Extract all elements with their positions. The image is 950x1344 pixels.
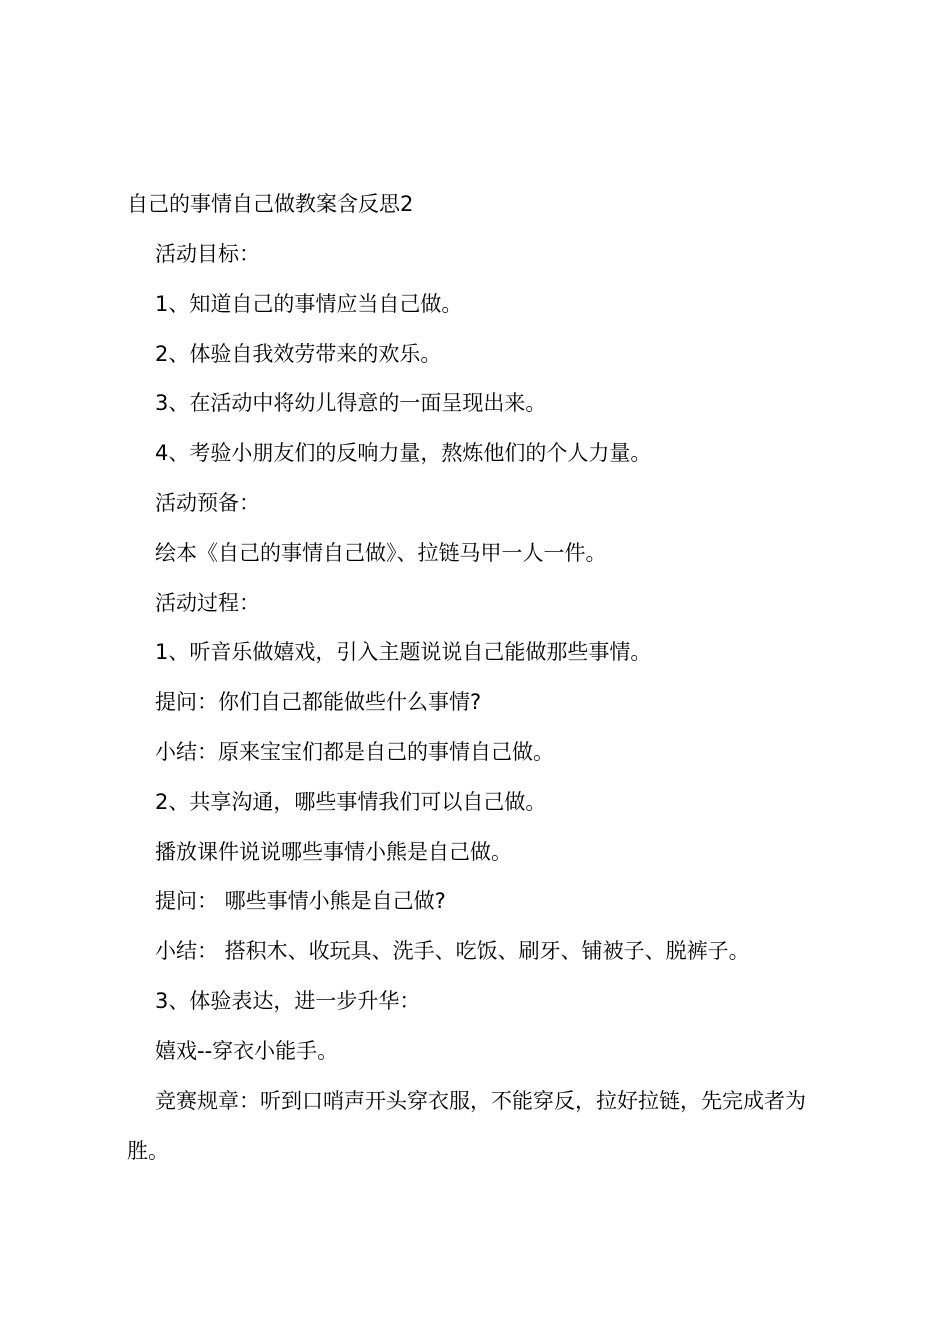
heading-activity-goals: 活动目标： (155, 242, 260, 266)
goal-item-3: 3、在活动中将幼儿得意的一面呈现出来。 (155, 391, 547, 416)
heading-activity-preparation: 活动预备： (155, 490, 260, 515)
competition-rules: 竞赛规章：听到口哨声开头穿衣服，不能穿反，拉好拉链，先完成者为胜。 (127, 1088, 806, 1163)
goal-item-4: 4、考验小朋友们的反响力量，熬炼他们的个人力量。 (155, 441, 652, 466)
process-step-1: 1、听音乐做嬉戏，引入主题说说自己能做那些事情。 (155, 640, 652, 665)
process-question-1: 提问：你们自己都能做些什么事情? (155, 690, 482, 715)
process-summary-1: 小结：原来宝宝们都是自己的事情自己做。 (155, 739, 554, 764)
process-step-2: 2、共享沟通，哪些事情我们可以自己做。 (155, 789, 547, 814)
heading-activity-process: 活动过程： (155, 590, 260, 615)
document-title: 自己的事情自己做教案含反思2 (127, 192, 414, 216)
process-courseware: 播放课件说说哪些事情小熊是自己做。 (155, 839, 512, 864)
document-body (127, 186, 837, 1176)
process-game: 嬉戏--穿衣小能手。 (155, 1038, 339, 1063)
goal-item-1: 1、知道自己的事情应当自己做。 (155, 291, 463, 316)
process-question-2: 提问： 哪些事情小熊是自己做? (155, 889, 446, 914)
process-step-3: 3、体验表达，进一步升华： (155, 988, 421, 1013)
preparation-text: 绘本《自己的事情自己做》、拉链马甲一人一件。 (155, 540, 607, 565)
process-summary-2: 小结： 搭积木、收玩具、洗手、吃饭、刷牙、铺被子、脱裤子。 (155, 939, 750, 964)
goal-item-2: 2、体验自我效劳带来的欢乐。 (155, 341, 442, 366)
